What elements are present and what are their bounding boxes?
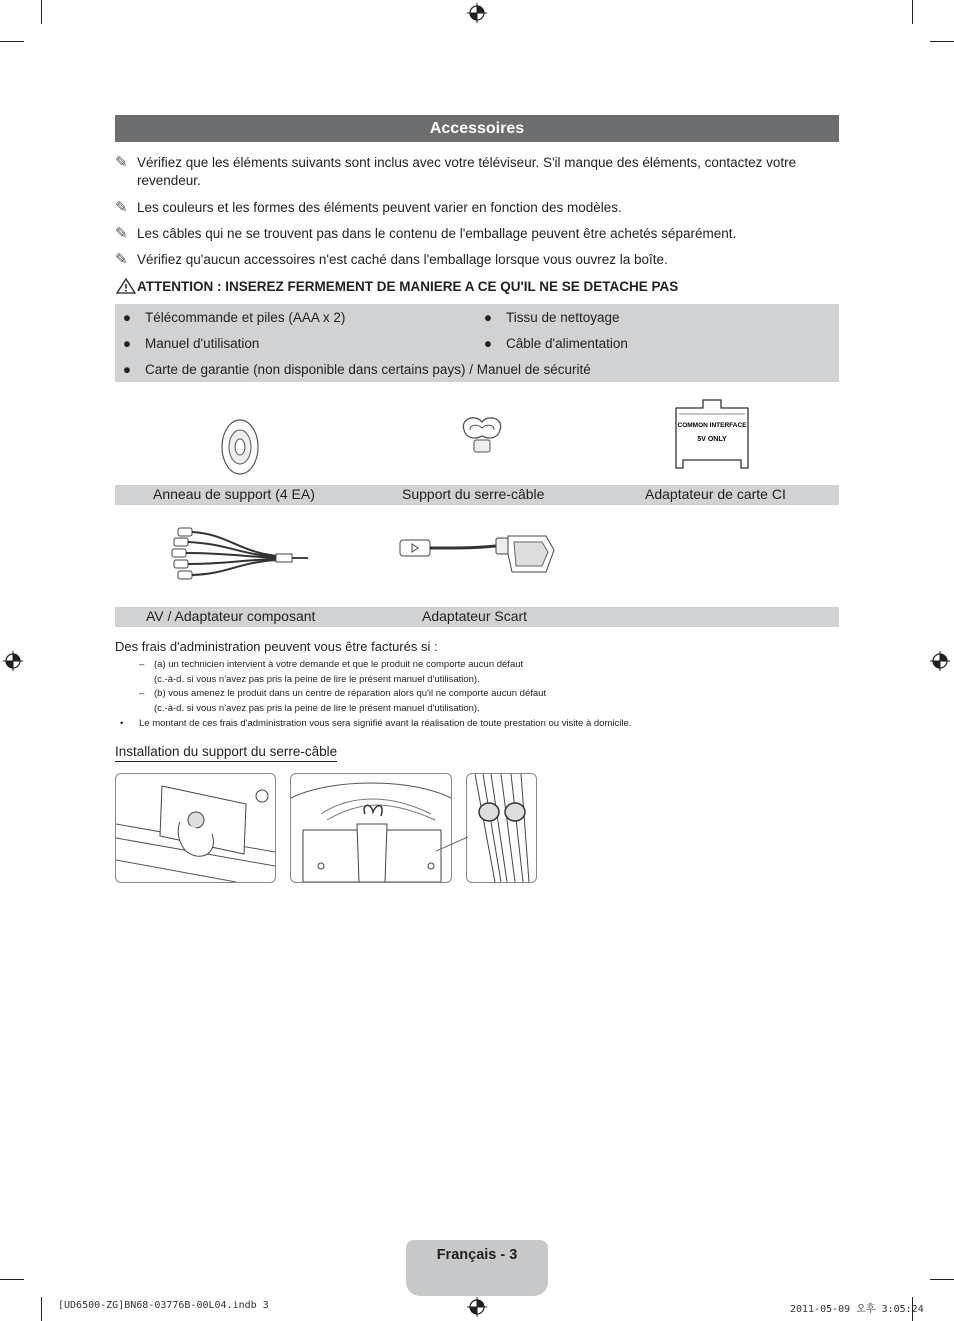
note-item: ✎ Vérifiez que les éléments suivants sont inclus avec votre téléviseur. S'il manque des éléments, contactez votre revendeur. [115, 154, 797, 188]
fee-line: (c.-à-d. si vous n'avez pas pris la peine de lire le présent manuel d'utilisation). [154, 674, 480, 685]
fee-note: Le montant de ces frais d'administration vous sera signifié avant la réalisation de toute prestation ou visite à domicile. [139, 718, 632, 729]
holder-ring-illustration [218, 418, 262, 476]
note-pencil-icon: ✎ [115, 251, 128, 268]
list-item: ● Manuel d'utilisation [122, 336, 260, 351]
crop-mark [0, 41, 24, 42]
install-step-3-image [466, 773, 537, 883]
install-title: Installation du support du serre-câble [115, 744, 337, 762]
accessory-label: Anneau de support (4 EA) [153, 486, 315, 502]
slug-file: [UD6500-ZG]BN68-03776B-00L04.indb 3 [58, 1300, 269, 1311]
note-item: ✎ Vérifiez qu'aucun accessoires n'est caché dans l'emballage lorsque vous ouvrez la boîte. [115, 251, 668, 268]
note-item: ✎ Les couleurs et les formes des éléments peuvent varier en fonction des modèles. [115, 199, 622, 216]
accessory-label: Support du serre-câble [402, 486, 545, 502]
warning-triangle-icon [115, 278, 137, 294]
crop-mark [912, 0, 913, 24]
ci-card-label-2: 5V ONLY [697, 436, 727, 443]
callout-line [436, 773, 468, 863]
fee-bullet: • [120, 718, 124, 729]
accessory-label: AV / Adaptateur composant [146, 608, 316, 624]
crop-mark [930, 41, 954, 42]
fee-line: (b) vous amenez le produit dans un centre de réparation alors qu'il ne comporte aucun défaut [154, 688, 547, 699]
fee-line: (c.-à-d. si vous n'avez pas pris la peine de lire le présent manuel d'utilisation). [154, 703, 480, 714]
crop-mark [0, 1279, 24, 1280]
registration-mark-icon [467, 1297, 487, 1317]
install-step-1-image [115, 773, 276, 883]
fee-dash: – [139, 688, 145, 699]
av-component-adapter-illustration [168, 524, 312, 590]
ci-card-adapter-illustration [673, 396, 751, 470]
registration-mark-icon [930, 651, 950, 671]
accessory-label: Adaptateur de carte CI [645, 486, 786, 502]
fee-dash: – [139, 659, 145, 670]
note-item: ✎ Les câbles qui ne se trouvent pas dans le contenu de l'emballage peuvent être achetés séparément. [115, 225, 737, 242]
accessory-label-bar [115, 485, 839, 505]
note-pencil-icon: ✎ [115, 154, 128, 171]
slug-date: 2011-05-09 오후 3:05:24 [790, 1304, 924, 1315]
fees-heading: Des frais d'administration peuvent vous être facturés si : [115, 639, 438, 654]
accessory-label-bar [115, 607, 839, 627]
note-pencil-icon: ✎ [115, 199, 128, 216]
page-number-tab: Français - 3 [406, 1240, 548, 1296]
crop-mark [930, 1279, 954, 1280]
registration-mark-icon [467, 3, 487, 23]
list-item: ● Carte de garantie (non disponible dans certains pays) / Manuel de sécurité [122, 362, 591, 377]
cable-holder-illustration [458, 410, 506, 458]
note-pencil-icon: ✎ [115, 225, 128, 242]
list-item: ● Tissu de nettoyage [483, 310, 620, 325]
crop-mark [41, 1297, 42, 1321]
attention-warning: ATTENTION : INSEREZ FERMEMENT DE MANIERE A CE QU'IL NE SE DETACHE PAS [115, 278, 678, 294]
accessory-label: Adaptateur Scart [422, 608, 528, 624]
ci-card-label-1: COMMON INTERFACE [677, 422, 747, 429]
list-item: ● Câble d'alimentation [483, 336, 628, 351]
install-step-2-image [290, 773, 452, 883]
fee-line: (a) un technicien intervient à votre demande et que le produit ne comporte aucun défaut [154, 659, 524, 670]
scart-adapter-illustration [396, 530, 556, 578]
registration-mark-icon [3, 651, 23, 671]
section-title: Accessoires [115, 115, 839, 142]
crop-mark [41, 0, 42, 24]
list-item: ● Télécommande et piles (AAA x 2) [122, 310, 346, 325]
